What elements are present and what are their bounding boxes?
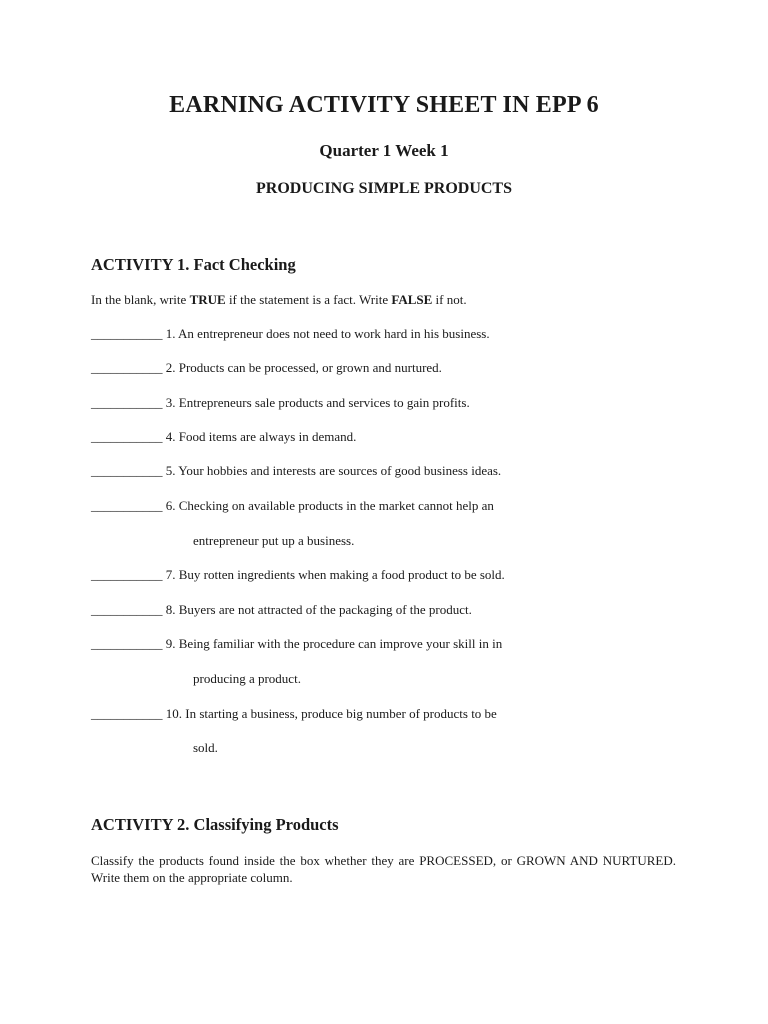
false-keyword: FALSE — [391, 292, 433, 307]
answer-blank[interactable]: ___________ — [91, 463, 163, 478]
activity2-heading: ACTIVITY 2. Classifying Products — [91, 815, 339, 834]
question-item-4 — [91, 429, 356, 445]
activity2-instruction: Classify the products found inside the box whether they are PROCESSED, or GROWN AND NURTURED. Write them on the appropriate column. — [91, 853, 676, 885]
question-text: 6. Checking on available products in the market cannot help an — [162, 498, 494, 513]
question-text: 4. Food items are always in demand. — [162, 429, 357, 444]
answer-blank[interactable]: ___________ — [91, 636, 163, 651]
activity1-instruction — [91, 292, 467, 308]
question-text: 1. An entrepreneur does not need to work hard in his business. — [162, 326, 490, 341]
answer-blank[interactable]: ___________ — [91, 360, 163, 375]
question-text: 8. Buyers are not attracted of the packaging of the product. — [162, 602, 472, 617]
question-text: 3. Entrepreneurs sale products and services to gain profits. — [162, 395, 470, 410]
instruction-text: if not. — [432, 292, 467, 307]
activity1-heading: ACTIVITY 1. Fact Checking — [91, 255, 296, 274]
question-item-6 — [91, 498, 494, 514]
question-text: 9. Being familiar with the procedure can improve your skill in in — [162, 636, 503, 651]
question-text: 10. In starting a business, produce big number of products to be — [162, 706, 497, 721]
question-item-3 — [91, 395, 470, 411]
question-text: 5. Your hobbies and interests are sources of good business ideas. — [162, 463, 502, 478]
question-item-5 — [91, 463, 501, 479]
question-text: 2. Products can be processed, or grown and nurtured. — [162, 360, 442, 375]
answer-blank[interactable]: ___________ — [91, 326, 163, 341]
question-continuation-6: entrepreneur put up a business. — [193, 533, 355, 548]
answer-blank[interactable]: ___________ — [91, 429, 163, 444]
question-text: 7. Buy rotten ingredients when making a food product to be sold. — [162, 567, 505, 582]
question-item-8 — [91, 602, 472, 618]
instruction-text: In the blank, write — [91, 292, 190, 307]
answer-blank[interactable]: ___________ — [91, 602, 163, 617]
question-item-7 — [91, 567, 505, 583]
answer-blank[interactable]: ___________ — [91, 498, 163, 513]
answer-blank[interactable]: ___________ — [91, 706, 163, 721]
question-item-1 — [91, 326, 490, 342]
question-item-9 — [91, 636, 502, 652]
answer-blank[interactable]: ___________ — [91, 567, 163, 582]
question-item-2 — [91, 360, 442, 376]
answer-blank[interactable]: ___________ — [91, 395, 163, 410]
true-keyword: TRUE — [189, 292, 226, 307]
instruction-text: if the statement is a fact. Write — [225, 292, 392, 307]
page-title: EARNING ACTIVITY SHEET IN EPP 6 — [169, 92, 599, 118]
question-item-10 — [91, 706, 497, 722]
question-continuation-10: sold. — [193, 740, 218, 755]
question-continuation-9: producing a product. — [193, 671, 301, 686]
quarter-subtitle: Quarter 1 Week 1 — [319, 141, 449, 160]
topic-heading: PRODUCING SIMPLE PRODUCTS — [255, 180, 512, 197]
